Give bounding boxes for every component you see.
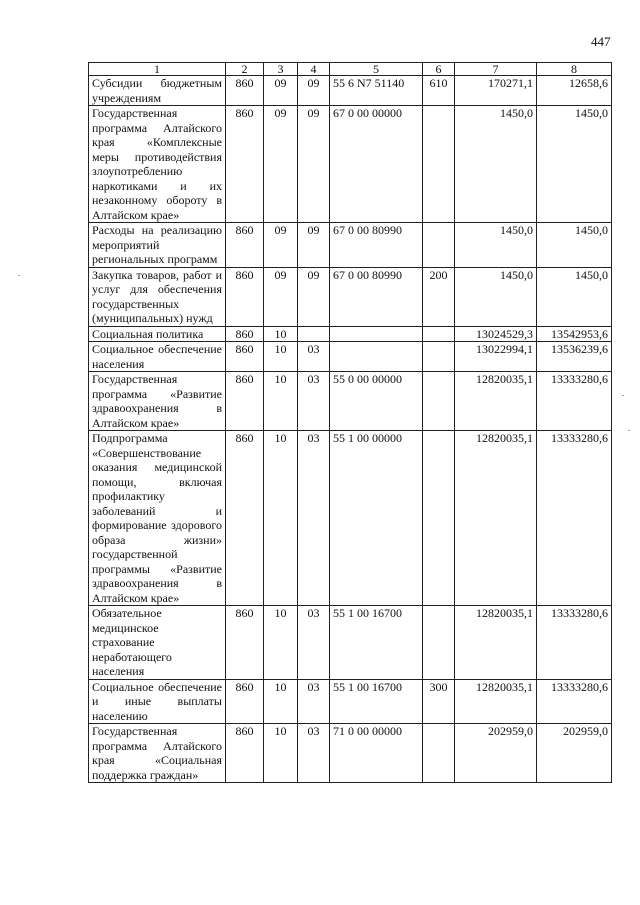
ved-code-cell: 860 <box>226 679 264 724</box>
table-row <box>89 76 612 106</box>
target-article-code-cell: 55 1 00 00000 <box>330 431 423 606</box>
expense-type-code-cell <box>423 724 455 783</box>
amount-year-2-cell: 13333280,6 <box>537 606 612 680</box>
table-row <box>89 326 612 342</box>
target-article-code-cell: 55 1 00 16700 <box>330 679 423 724</box>
row-name-cell: Социальное обеспечение населения <box>89 342 226 372</box>
amount-year-2-cell: 13536239,6 <box>537 342 612 372</box>
target-article-code-cell: 67 0 00 80990 <box>330 267 423 326</box>
subsection-code-cell: 09 <box>298 223 330 268</box>
section-code-cell: 10 <box>264 372 298 431</box>
expense-type-code-cell: 300 <box>423 679 455 724</box>
expense-type-code-cell <box>423 372 455 431</box>
amount-year-1-cell: 202959,0 <box>455 724 537 783</box>
column-header: 5 <box>330 63 423 76</box>
amount-year-1-cell: 13024529,3 <box>455 326 537 342</box>
scan-artifact <box>18 275 20 276</box>
expense-type-code-cell <box>423 606 455 680</box>
column-header: 6 <box>423 63 455 76</box>
row-name-cell: Закупка товаров, работ и услуг для обеспечения государственных (муниципальных) нужд <box>89 267 226 326</box>
amount-year-2-cell: 13542953,6 <box>537 326 612 342</box>
column-header: 2 <box>226 63 264 76</box>
ved-code-cell: 860 <box>226 326 264 342</box>
row-name-cell: Государственная программа Алтайского края «Социальная поддержка граждан» <box>89 724 226 783</box>
column-header: 7 <box>455 63 537 76</box>
expense-type-code-cell <box>423 106 455 223</box>
ved-code-cell: 860 <box>226 724 264 783</box>
table-row <box>89 372 612 431</box>
ved-code-cell: 860 <box>226 431 264 606</box>
target-article-code-cell: 71 0 00 00000 <box>330 724 423 783</box>
ved-code-cell: 860 <box>226 76 264 106</box>
amount-year-2-cell: 1450,0 <box>537 267 612 326</box>
column-header: 8 <box>537 63 612 76</box>
amount-year-2-cell: 1450,0 <box>537 106 612 223</box>
subsection-code-cell: 03 <box>298 431 330 606</box>
amount-year-1-cell: 12820035,1 <box>455 606 537 680</box>
amount-year-1-cell: 12820035,1 <box>455 431 537 606</box>
section-code-cell: 09 <box>264 267 298 326</box>
subsection-code-cell: 09 <box>298 76 330 106</box>
expense-type-code-cell: 200 <box>423 267 455 326</box>
ved-code-cell: 860 <box>226 372 264 431</box>
ved-code-cell: 860 <box>226 342 264 372</box>
target-article-code-cell: 67 0 00 00000 <box>330 106 423 223</box>
ved-code-cell: 860 <box>226 223 264 268</box>
target-article-code-cell: 67 0 00 80990 <box>330 223 423 268</box>
amount-year-2-cell: 202959,0 <box>537 724 612 783</box>
row-name-cell: Государственная программа Алтайского края «Комплексные меры противодействия злоупотреблению наркотиками и их незаконному обороту в Алтайском крае» <box>89 106 226 223</box>
subsection-code-cell: 03 <box>298 372 330 431</box>
row-name-cell: Социальная политика <box>89 326 226 342</box>
amount-year-1-cell: 12820035,1 <box>455 679 537 724</box>
section-code-cell: 10 <box>264 431 298 606</box>
scan-artifact <box>628 430 630 431</box>
amount-year-1-cell: 1450,0 <box>455 223 537 268</box>
section-code-cell: 09 <box>264 223 298 268</box>
table-row <box>89 606 612 680</box>
expense-type-code-cell <box>423 342 455 372</box>
table-row <box>89 106 612 223</box>
section-code-cell: 09 <box>264 76 298 106</box>
ved-code-cell: 860 <box>226 106 264 223</box>
amount-year-1-cell: 170271,1 <box>455 76 537 106</box>
subsection-code-cell: 09 <box>298 106 330 223</box>
row-name-cell: Государственная программа «Развитие здравоохранения в Алтайском крае» <box>89 372 226 431</box>
target-article-code-cell: 55 0 00 00000 <box>330 372 423 431</box>
subsection-code-cell: 03 <box>298 679 330 724</box>
expense-type-code-cell <box>423 326 455 342</box>
column-header: 1 <box>89 63 226 76</box>
row-name-cell: Субсидии бюджетным учреждениям <box>89 76 226 106</box>
amount-year-2-cell: 13333280,6 <box>537 431 612 606</box>
page-number: 447 <box>591 34 611 49</box>
subsection-code-cell: 03 <box>298 342 330 372</box>
expense-type-code-cell <box>423 223 455 268</box>
section-code-cell: 10 <box>264 326 298 342</box>
table-row <box>89 223 612 268</box>
budget-table <box>88 62 612 783</box>
row-name-cell: Обязательное медицинское страхование неработающего населения <box>89 606 226 680</box>
table-row <box>89 267 612 326</box>
amount-year-1-cell: 1450,0 <box>455 267 537 326</box>
scan-artifact <box>622 395 624 396</box>
section-code-cell: 10 <box>264 679 298 724</box>
table-row <box>89 679 612 724</box>
amount-year-2-cell: 12658,6 <box>537 76 612 106</box>
section-code-cell: 10 <box>264 342 298 372</box>
section-code-cell: 10 <box>264 606 298 680</box>
table-row <box>89 724 612 783</box>
target-article-code-cell: 55 1 00 16700 <box>330 606 423 680</box>
column-header: 4 <box>298 63 330 76</box>
subsection-code-cell <box>298 326 330 342</box>
row-name-cell: Социальное обеспечение и иные выплаты населению <box>89 679 226 724</box>
column-header: 3 <box>264 63 298 76</box>
subsection-code-cell: 09 <box>298 267 330 326</box>
table-header-row <box>89 63 612 76</box>
target-article-code-cell <box>330 326 423 342</box>
amount-year-2-cell: 1450,0 <box>537 223 612 268</box>
amount-year-1-cell: 12820035,1 <box>455 372 537 431</box>
amount-year-2-cell: 13333280,6 <box>537 372 612 431</box>
ved-code-cell: 860 <box>226 267 264 326</box>
section-code-cell: 09 <box>264 106 298 223</box>
table-row <box>89 342 612 372</box>
ved-code-cell: 860 <box>226 606 264 680</box>
section-code-cell: 10 <box>264 724 298 783</box>
expense-type-code-cell: 610 <box>423 76 455 106</box>
subsection-code-cell: 03 <box>298 606 330 680</box>
amount-year-2-cell: 13333280,6 <box>537 679 612 724</box>
row-name-cell: Расходы на реализацию мероприятий региональных программ <box>89 223 226 268</box>
target-article-code-cell <box>330 342 423 372</box>
target-article-code-cell: 55 6 N7 51140 <box>330 76 423 106</box>
amount-year-1-cell: 13022994,1 <box>455 342 537 372</box>
subsection-code-cell: 03 <box>298 724 330 783</box>
table-row <box>89 431 612 606</box>
row-name-cell: Подпрограмма «Совершенствование оказания медицинской помощи, включая профилактику заболеваний и формирование здорового образа жизни» государственной программы «Развитие здравоохранения в Алтайском крае» <box>89 431 226 606</box>
amount-year-1-cell: 1450,0 <box>455 106 537 223</box>
expense-type-code-cell <box>423 431 455 606</box>
